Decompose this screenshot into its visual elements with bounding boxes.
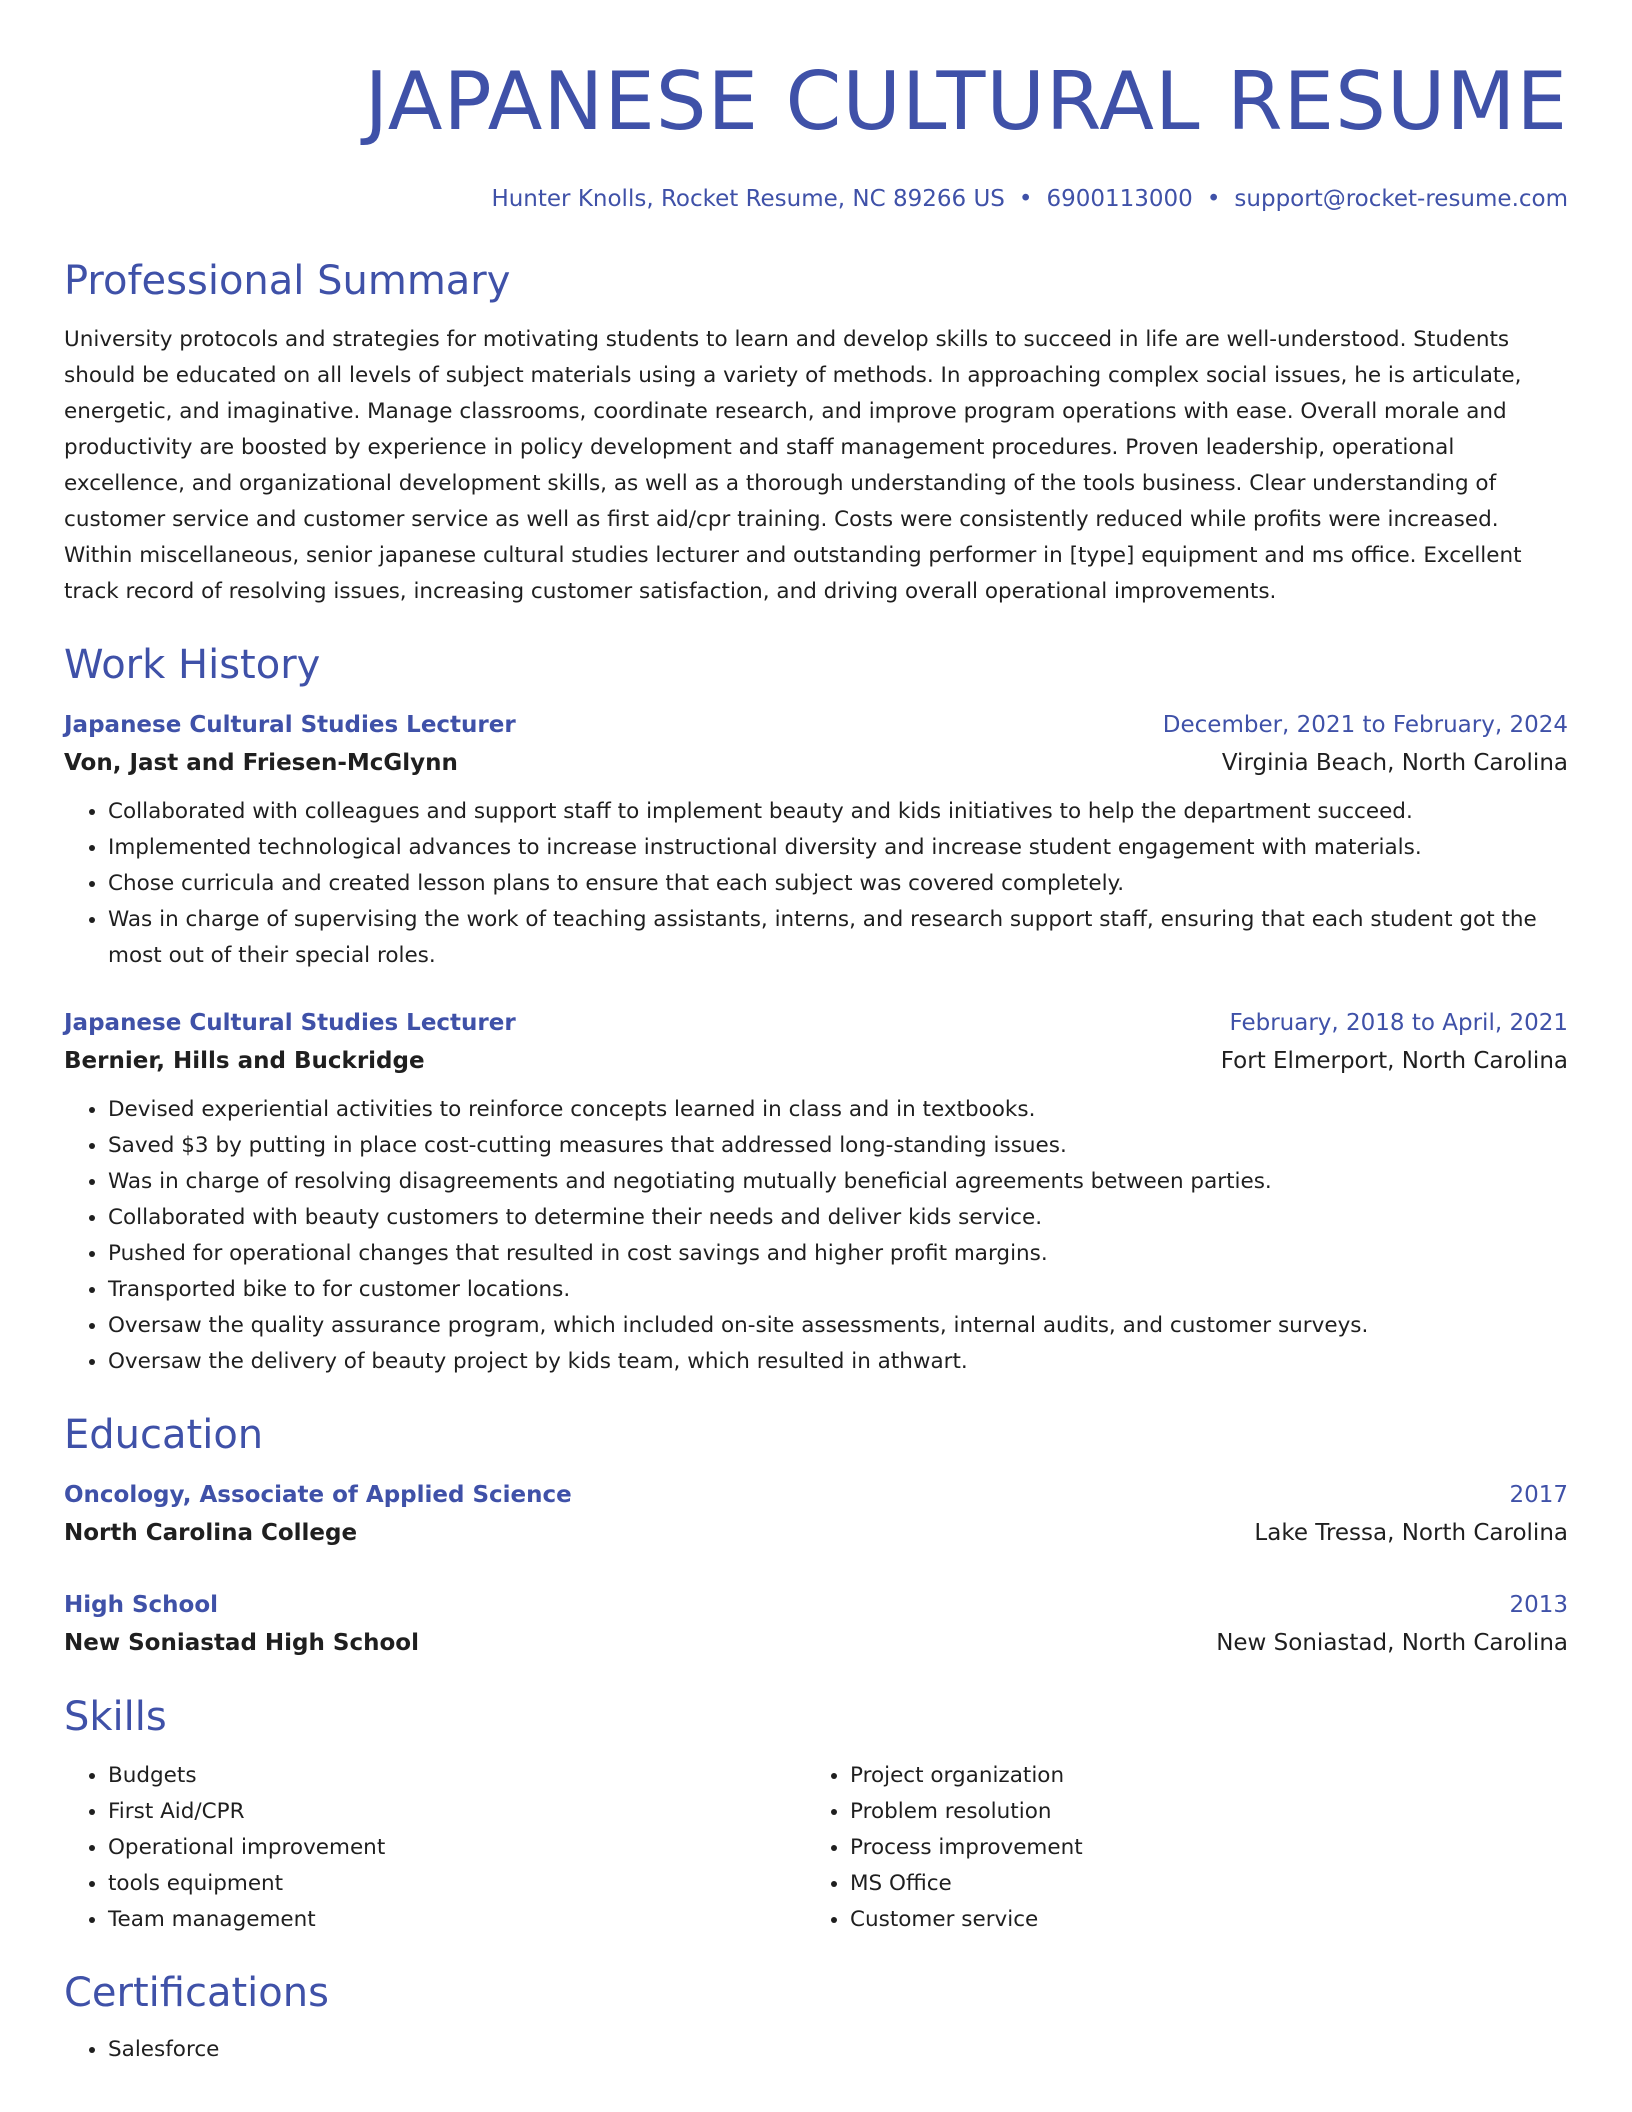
summary-text: University protocols and strategies for motivating students to learn and develop skills to succeed in life are well-understood. Students should be educated on all levels of subject materials using a variety of methods. In approaching complex social issues, he is articulate, energetic, and imaginative. Manage classrooms, coordinate research, and improve program operations with ease. Overall morale and productivity are boosted by experience in policy development and staff management procedures. Proven leadership, operational excellence, and organizational development skills, as well as a thorough understanding of the tools business. Clear understanding of customer service and customer service as well as first aid/cpr training. Costs were consistently reduced while profits were increased. Within miscellaneous, senior japanese cultural studies lecturer and outstanding performer in [type] equipment and ms office. Excellent track record of resolving issues, increasing customer satisfaction, and driving overall operational improvements. (64, 327, 1522, 604)
skill-item: • MS Office (850, 1866, 1548, 1902)
education-location: Lake Tressa, North Carolina (1254, 1520, 1568, 1546)
skill-item: • Budgets (108, 1758, 806, 1794)
certifications-list (64, 2032, 1568, 2068)
summary-title: Professional Summary (64, 258, 511, 304)
work-title: Work History (64, 642, 321, 688)
job-location: Virginia Beach, North Carolina (1221, 750, 1568, 776)
skills-title: Skills (64, 1694, 167, 1740)
education-year: 2013 (1509, 1592, 1568, 1618)
job-bullet: • Collaborated with colleagues and support staff to implement beauty and kids initiatives to help the department succeed. (108, 794, 1568, 830)
certifications-title: Certifications (64, 1970, 329, 2016)
skill-item: • Customer service (850, 1902, 1548, 1938)
job-bullet: • Oversaw the delivery of beauty project by kids team, which resulted in athwart. (108, 1344, 1568, 1380)
job-dates: December, 2021 to February, 2024 (1162, 712, 1568, 738)
job-dates: February, 2018 to April, 2021 (1229, 1010, 1568, 1036)
skills-column-right (806, 1758, 1548, 1938)
education-school: New Soniastad High School (64, 1630, 419, 1656)
education-degree: Oncology, Associate of Applied Science (64, 1482, 572, 1508)
contact-separator: • (1018, 186, 1033, 212)
education-school: North Carolina College (64, 1520, 358, 1546)
job-role: Japanese Cultural Studies Lecturer (64, 712, 516, 738)
job-entry (64, 1004, 1568, 1380)
skill-item: • tools equipment (108, 1866, 806, 1902)
certifications-section (64, 1966, 1568, 2068)
job-entry (64, 706, 1568, 974)
education-location: New Soniastad, North Carolina (1216, 1630, 1568, 1656)
skill-item: • Process improvement (850, 1830, 1548, 1866)
skills-section (64, 1690, 1568, 1938)
contact-separator: • (1206, 186, 1221, 212)
skills-grid (64, 1758, 1568, 1938)
job-bullet: • Implemented technological advances to increase instructional diversity and increase student engagement with materials. (108, 830, 1568, 866)
job-bullets (64, 794, 1568, 974)
contact-email: support@rocket-resume.com (1234, 186, 1568, 212)
resume-header (64, 52, 1568, 216)
resume-title: JAPANESE CULTURAL RESUME (364, 55, 1568, 148)
job-bullet: • Transported bike to for customer locations. (108, 1272, 1568, 1308)
skills-column-left (64, 1758, 806, 1938)
work-section (64, 638, 1568, 1380)
contact-line (64, 182, 1568, 216)
education-title: Education (64, 1412, 264, 1458)
job-bullets (64, 1092, 1568, 1380)
summary-section (64, 254, 1568, 610)
certification-item: • Salesforce (108, 2032, 1568, 2068)
skill-item: • Project organization (850, 1758, 1548, 1794)
skill-item: • Team management (108, 1902, 806, 1938)
job-bullet: • Pushed for operational changes that resulted in cost savings and higher profit margins. (108, 1236, 1568, 1272)
job-bullet: • Collaborated with beauty customers to determine their needs and deliver kids service. (108, 1200, 1568, 1236)
education-degree: High School (64, 1592, 219, 1618)
job-bullet: • Devised experiential activities to reinforce concepts learned in class and in textbooks. (108, 1092, 1568, 1128)
job-bullet: • Saved $3 by putting in place cost-cutting measures that addressed long-standing issues. (108, 1128, 1568, 1164)
education-entry (64, 1476, 1568, 1552)
job-location: Fort Elmerport, North Carolina (1220, 1048, 1568, 1074)
education-section (64, 1408, 1568, 1662)
job-bullet: • Chose curricula and created lesson plans to ensure that each subject was covered completely. (108, 866, 1568, 902)
job-bullet: • Oversaw the quality assurance program, which included on-site assessments, internal audits, and customer surveys. (108, 1308, 1568, 1344)
job-company: Bernier, Hills and Buckridge (64, 1048, 425, 1074)
job-bullet: • Was in charge of resolving disagreements and negotiating mutually beneficial agreements between parties. (108, 1164, 1568, 1200)
job-company: Von, Jast and Friesen-McGlynn (64, 750, 458, 776)
job-role: Japanese Cultural Studies Lecturer (64, 1010, 516, 1036)
job-bullet: • Was in charge of supervising the work of teaching assistants, interns, and research support staff, ensuring that each student got the most out of their special roles. (108, 902, 1568, 974)
skill-item: • First Aid/CPR (108, 1794, 806, 1830)
skill-item: • Problem resolution (850, 1794, 1548, 1830)
contact-phone: 6900113000 (1046, 186, 1193, 212)
education-year: 2017 (1509, 1482, 1568, 1508)
education-entry (64, 1586, 1568, 1662)
skill-item: • Operational improvement (108, 1830, 806, 1866)
contact-address: Hunter Knolls, Rocket Resume, NC 89266 US (491, 186, 1005, 212)
